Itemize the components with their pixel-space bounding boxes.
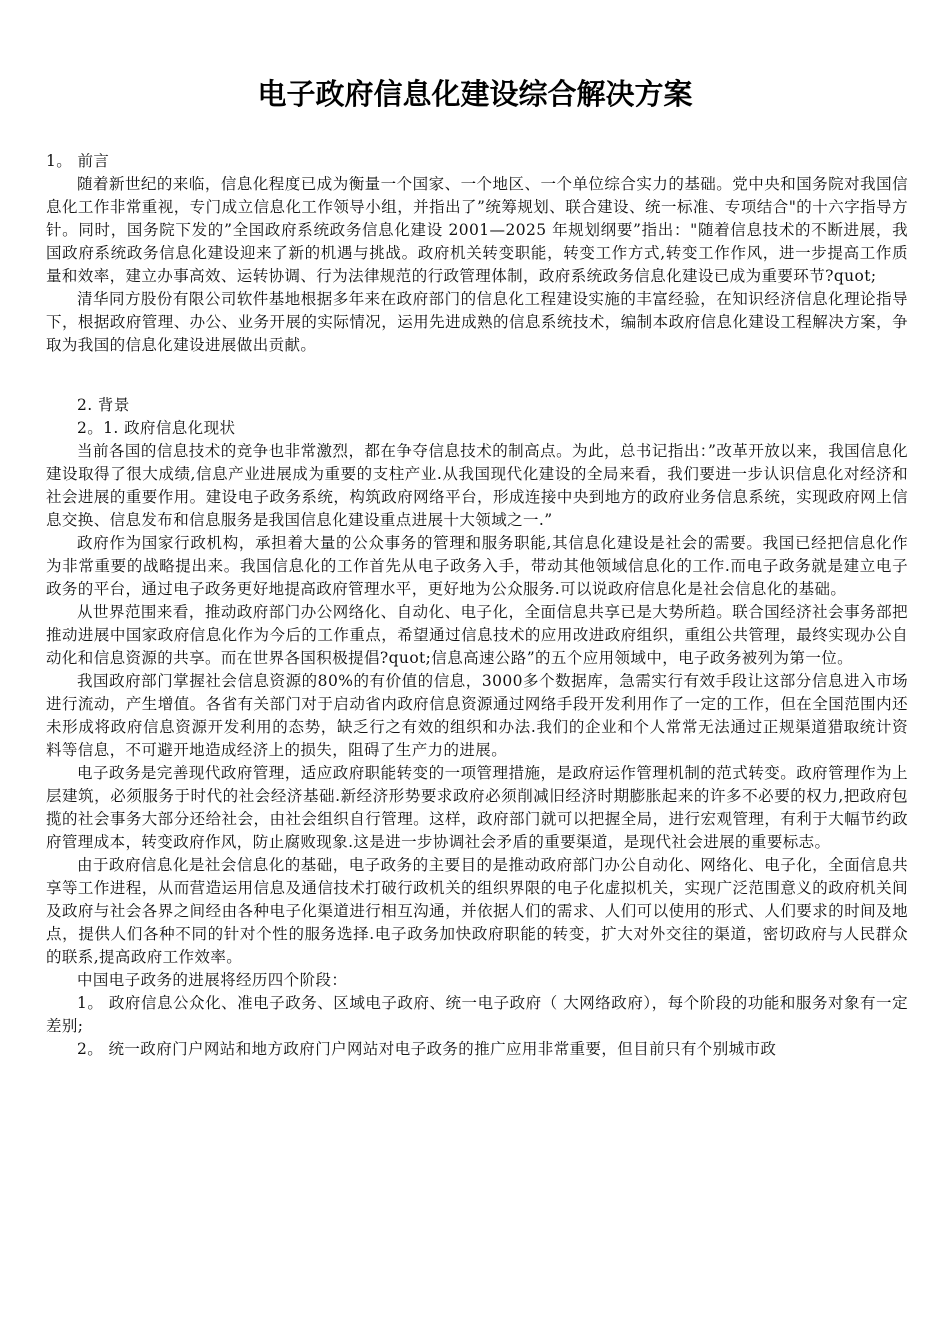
paragraph: 清华同方股份有限公司软件基地根据多年来在政府部门的信息化工程建设实施的丰富经验，在知识经济信息化理论指导下，根据政府管理、办公、业务开展的实际情况，运用先进成熟的信息系统技术，编制本政府信息化建设工程解决方案，争取为我国的信息化建设进展做出贡献。 bbox=[46, 290, 908, 354]
paragraph: 中国电子政务的进展将经历四个阶段： bbox=[77, 971, 348, 989]
section-heading-preface: 1。 前言 bbox=[46, 152, 110, 170]
paragraph: 由于政府信息化是社会信息化的基础，电子政务的主要目的是推动政府部门办公自动化、网络化、电子化，全面信息共享等工作进程，从而营造运用信息及通信技术打破行政机关的组织界限的电子化虚拟机关，实现广泛范围意义的政府机关间及政府与社会各界之间经由各种电子化渠道进行相互沟通，并依据人们的需求、人们可以使用的形式、人们要求的时间及地点，提供人们各种不同的针对个性的服务选择.电子政务加快政府职能的转变，扩大对外交往的渠道，密切政府与人民群众的联系,提高政府工作效率。 bbox=[46, 856, 908, 966]
paragraph: 政府作为国家行政机构，承担着大量的公众事务的管理和服务职能,其信息化建设是社会的需要。我国已经把信息化作为非常重要的战略提出来。我国信息化的工作首先从电子政务入手，带动其他领域信息化的工作.而电子政务就是建立电子政务的平台，通过电子政务更好地提高政府管理水平，更好地为公众服务.可以说政府信息化是社会信息化的基础。 bbox=[46, 534, 908, 598]
paragraph: 电子政务是完善现代政府管理，适应政府职能转变的一项管理措施，是政府运作管理机制的范式转变。政府管理作为上层建筑，必须服务于时代的社会经济基础.新经济形势要求政府必须削减旧经济时期膨胀起来的许多不必要的权力,把政府包揽的社会事务大部分还给社会，由社会组织自行管理。这样，政府部门就可以把握全局，进行宏观管理，有利于大幅节约政府管理成本，转变政府作风，防止腐败现象.这是进一步协调社会矛盾的重要渠道，是现代社会进展的重要标志。 bbox=[46, 764, 908, 851]
paragraph: 随着新世纪的来临，信息化程度已成为衡量一个国家、一个地区、一个单位综合实力的基础。党中央和国务院对我国信息化工作非常重视，专门成立信息化工作领导小组，并指出了”统筹规划、联合建设、统一标准、专项结合"的十六字指导方针。同时，国务院下发的”全国政府系统政务信息化建设 2001—2025 年规划纲要”指出："随着信息技术的不断进展，我国政府系统政务信息化建设迎来了新的机遇与挑战。政府机关转变职能，转变工作方式,转变工作作风，进一步提高工作质量和效率，建立办事高效、运转协调、行为法律规范的行政管理体制，政府系统政务信息化建设已成为重要环节?quot; bbox=[46, 175, 908, 285]
document-body bbox=[46, 150, 908, 1061]
page-title: 电子政府信息化建设综合解决方案 bbox=[257, 77, 693, 111]
paragraph: 我国政府部门掌握社会信息资源的80%的有价值的信息，3000多个数据库，急需实行有效手段让这部分信息进入市场进行流动，产生增值。各省有关部门对于启动省内政府信息资源通过网络手段开发利用作了一定的工作，但在全国范围内还未形成将政府信息资源开发利用的态势，缺乏行之有效的组织和办法.我们的企业和个人常常无法通过正规渠道猎取统计资料等信息，不可避开地造成经济上的损失，阻碍了生产力的进展。 bbox=[46, 672, 908, 759]
spacer bbox=[46, 357, 908, 380]
paragraph: 当前各国的信息技术的竞争也非常激烈，都在争夺信息技术的制高点。为此，总书记指出：”改革开放以来，我国信息化建设取得了很大成绩,信息产业进展成为重要的支柱产业.从我国现代化建设的全局来看，我们要进一步认识信息化对经济和社会进展的重要作用。建设电子政务系统，构筑政府网络平台，形成连接中央到地方的政府业务信息系统，实现政府网上信息交换、信息发布和信息服务是我国信息化建设重点进展十大领域之一.” bbox=[46, 442, 908, 529]
list-item: 1。 政府信息公众化、准电子政务、区域电子政府、统一电子政府（ 大网络政府），每个阶段的功能和服务对象有一定差别; bbox=[46, 994, 908, 1035]
subsection-heading-status: 2。1. 政府信息化现状 bbox=[77, 419, 236, 437]
section-heading-background: 2. 背景 bbox=[77, 396, 130, 414]
list-item: 2。 统一政府门户网站和地方政府门户网站对电子政务的推广应用非常重要，但目前只有个别城市政 bbox=[77, 1040, 777, 1058]
paragraph: 从世界范围来看，推动政府部门办公网络化、自动化、电子化，全面信息共享已是大势所趋。联合国经济社会事务部把推动进展中国家政府信息化作为今后的工作重点，希望通过信息技术的应用改进政府组织，重组公共管理，最终实现办公自动化和信息资源的共享。而在世界各国积极提倡?quot;信息高速公路”的五个应用领域中，电子政务被列为第一位。 bbox=[46, 603, 908, 667]
spacer bbox=[46, 380, 908, 394]
